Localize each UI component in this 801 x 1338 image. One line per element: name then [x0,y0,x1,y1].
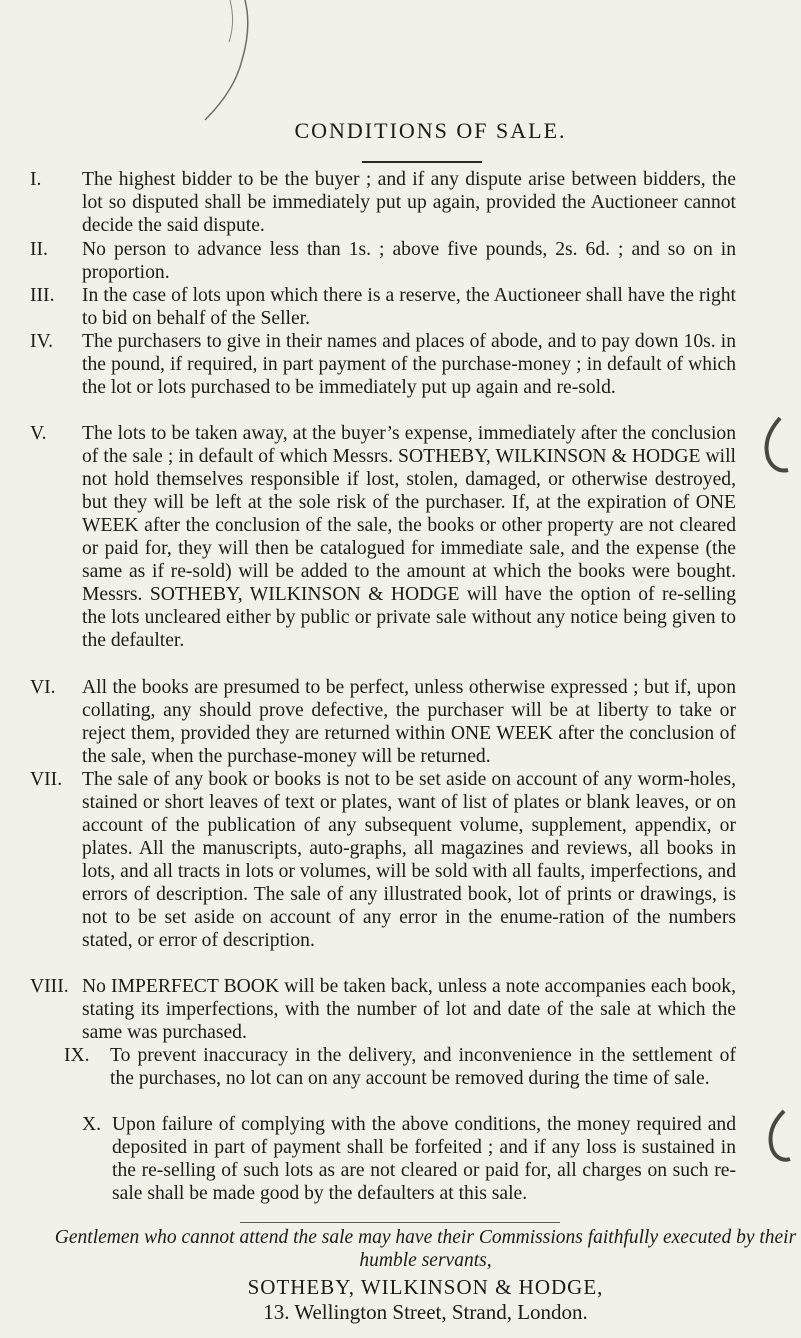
condition-number: IV. [30,331,54,352]
condition-number: I. [30,169,42,190]
condition-number: X. [82,1114,102,1135]
condition-1 [30,168,736,237]
condition-number: VII. [30,769,63,790]
margin-mark-upper [758,410,798,490]
condition-number: III. [30,285,55,306]
condition-text: No IMPERFECT BOOK will be taken back, unless a note accompanies each book, stating its imperfections, with the number of lot and date of the sale at which the same was purchased. [82,976,736,1043]
closing-rule [240,1222,560,1223]
condition-text: The sale of any book or books is not to be set aside on account of any worm-holes, stained or short leaves of text or plates, want of list of plates or blank leaves, or on account of the publication of any subsequent volume, supplement, appendix, or plates. All the manuscripts, auto-graphs, all magazines and reviews, all books in lots, and all tracts in lots or volumes, will be sold with all faults, imperfections, and errors of description. The sale of any illustrated book, lot of prints or drawings, is not to be set aside on account of any error in the enume-ration of the numbers stated, or error of description. [82,769,736,951]
condition-10 [30,1113,736,1205]
condition-text: All the books are presumed to be perfect, unless otherwise expressed ; but if, upon collating, any should prove defective, the purchaser will be at liberty to take or reject them, provided they are returned within ONE WEEK after the conclusion of the sale, when the purchase-money will be returned. [82,677,736,767]
condition-number: VI. [30,677,56,698]
closing-note: Gentlemen who cannot attend the sale may have their Commissions faithfully executed by their humble servants, [54,1227,797,1271]
condition-number: V. [30,423,47,444]
condition-9 [30,1044,736,1090]
condition-3 [30,284,736,330]
condition-6 [30,676,736,768]
condition-7 [30,768,736,952]
condition-text: No person to advance less than 1s. ; above five pounds, 2s. 6d. ; and so on in proportion. [82,239,736,283]
condition-2 [30,238,736,284]
condition-8 [30,975,736,1044]
firm-address: 13. Wellington Street, Strand, London. [263,1300,588,1324]
condition-text: The highest bidder to be the buyer ; and if any dispute arise between bidders, the lot so disputed shall be immediately put up again, provided the Auctioneer cannot decide the said dispute. [82,169,736,236]
page-title: CONDITIONS OF SALE. [294,118,567,143]
condition-4 [30,330,736,399]
title-rule [362,161,482,163]
condition-5 [30,422,736,652]
condition-text: In the case of lots upon which there is a reserve, the Auctioneer shall have the right to bid on behalf of the Seller. [82,285,736,329]
condition-text: To prevent inaccuracy in the delivery, and inconvenience in the settlement of the purchases, no lot can on any account be removed during the time of sale. [110,1045,736,1089]
condition-text: The purchasers to give in their names and places of abode, and to pay down 10s. in the pound, if required, in part payment of the purchase-money ; in default of which the lot or lots purchased to be immediately put up again and re-sold. [82,331,736,398]
margin-mark-lower [760,1105,800,1175]
condition-number: II. [30,239,48,260]
firm-name: SOTHEBY, WILKINSON & HODGE, [247,1275,604,1299]
condition-text: The lots to be taken away, at the buyer’s expense, immediately after the conclusion of the sale ; in default of which Messrs. SOTHEBY, WILKINSON & HODGE will not hold themselves responsible if lost, stolen, damaged, or otherwise destroyed, but they will be left at the sole risk of the purchaser. If, at the expiration of ONE WEEK after the conclusion of the sale, the books or other property are not cleared or paid for, they will then be catalogued for immediate sale, and the expense (the same as if re-sold) will be added to the amount at which the books were bought. Messrs. SOTHEBY, WILKINSON & HODGE will have the option of re-selling the lots uncleared either by public or private sale without any notice being given to the defaulter. [82,423,736,651]
condition-text: Upon failure of complying with the above conditions, the money required and deposited in part of payment shall be forfeited ; and if any loss is sustained in the re-selling of such lots as are not cleared or paid for, all charges on such re-sale shall be made good by the defaulters at this sale. [112,1114,736,1204]
condition-number: VIII. [30,976,69,997]
condition-number: IX. [64,1045,90,1066]
